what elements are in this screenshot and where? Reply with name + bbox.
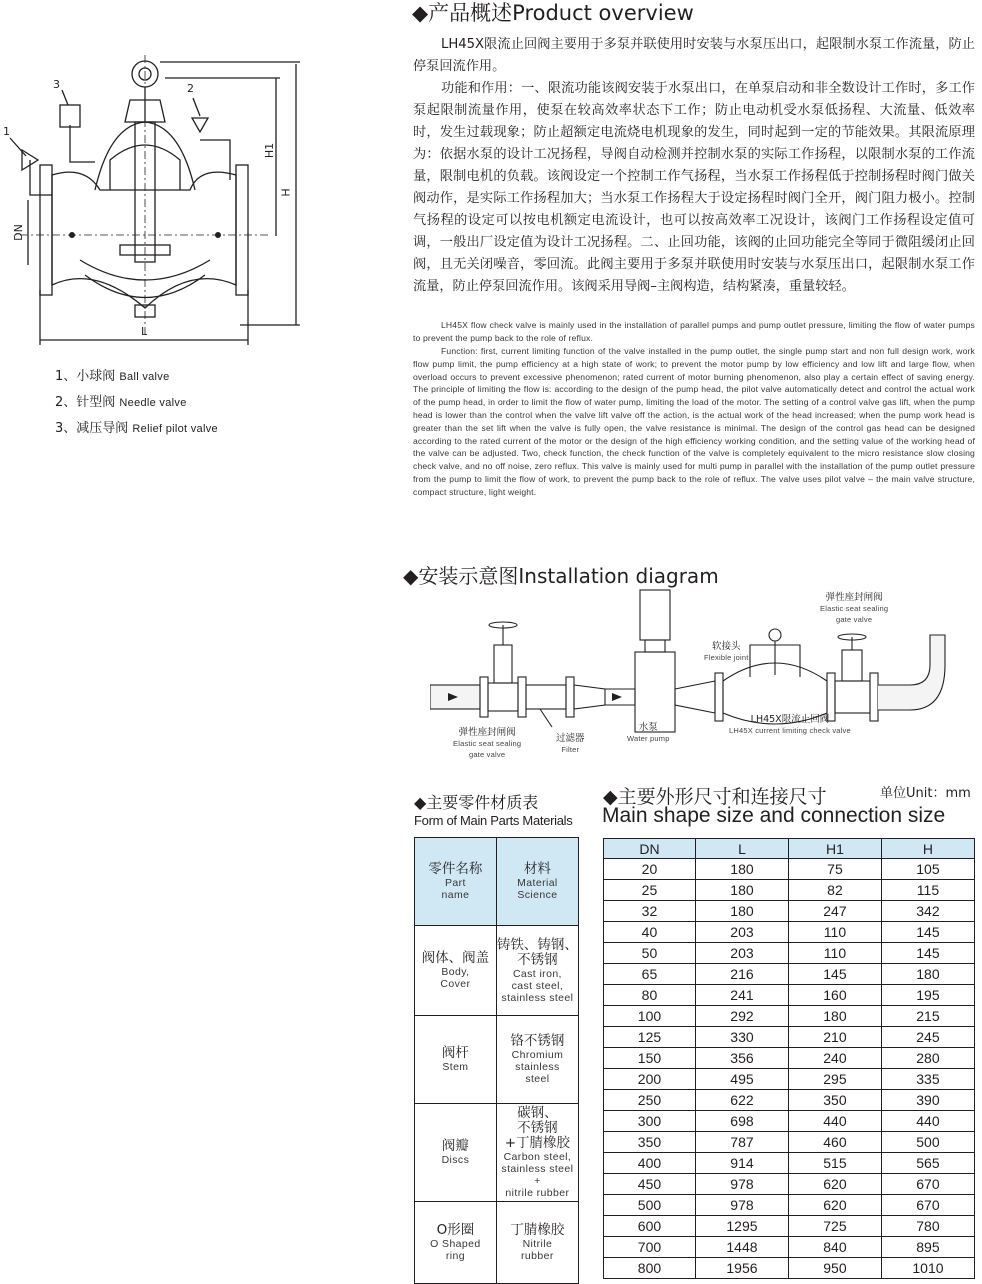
parts-legend: [55, 364, 218, 442]
table-cell: 450: [604, 1174, 696, 1195]
table-row: [604, 922, 975, 943]
installation-title: ◆安装示意图Installation diagram: [403, 564, 719, 588]
table-cell: 180: [695, 880, 788, 901]
part-cell: 阀瓣 Discs: [415, 1104, 497, 1202]
table-cell: 180: [788, 1006, 881, 1027]
dimensions-table: [603, 838, 975, 1279]
table-cell: 75: [788, 859, 881, 880]
col-header-h: H: [881, 839, 974, 859]
table-cell: 800: [604, 1258, 696, 1279]
table-cell: 150: [604, 1048, 696, 1069]
material-cell: 铬不锈钢 Chromium stainless steel: [496, 1016, 578, 1104]
table-cell: 110: [788, 922, 881, 943]
materials-header-material: 材料 Material Science: [496, 838, 578, 926]
table-cell: 700: [604, 1237, 696, 1258]
dimensions-header-row: [604, 839, 975, 859]
table-cell: 180: [695, 901, 788, 922]
overview-title: ◆产品概述Product overview: [412, 1, 694, 25]
table-cell: 356: [695, 1048, 788, 1069]
part-cell: 阀体、阀盖 Body, Cover: [415, 926, 497, 1016]
dimensions-unit: 单位Unit：mm: [880, 786, 971, 801]
table-cell: 330: [695, 1027, 788, 1048]
table-cell: 200: [604, 1069, 696, 1090]
table-cell: 400: [604, 1153, 696, 1174]
legend-item: 3、减压导阀 Relief pilot valve: [55, 421, 218, 436]
label-flexible-joint: 软接头 Flexible joint: [704, 641, 749, 662]
table-row: [604, 880, 975, 901]
table-row: [604, 1237, 975, 1258]
table-cell: 780: [881, 1216, 974, 1237]
dimensions-title: ◆主要外形尺寸和连接尺寸: [603, 786, 827, 808]
table-cell: 216: [695, 964, 788, 985]
materials-title: ◆主要零件材质表: [414, 793, 539, 812]
table-cell: 840: [788, 1237, 881, 1258]
table-cell: 600: [604, 1216, 696, 1237]
label-water-pump: 水泵 Water pump: [627, 722, 670, 743]
materials-subtitle: Form of Main Parts Materials: [414, 813, 573, 828]
callout-2: 2: [187, 82, 194, 95]
table-cell: 787: [695, 1132, 788, 1153]
material-cell: 丁腈橡胶 Nitrile rubber: [496, 1202, 578, 1284]
dim-h: H: [279, 188, 293, 197]
table-row: [604, 1132, 975, 1153]
table-cell: 210: [788, 1027, 881, 1048]
table-cell: 145: [881, 922, 974, 943]
table-cell: 500: [604, 1195, 696, 1216]
table-row: [604, 1090, 975, 1111]
table-row: [604, 1027, 975, 1048]
table-cell: 280: [881, 1048, 974, 1069]
table-cell: 300: [604, 1111, 696, 1132]
dim-h1: H1: [263, 142, 277, 159]
table-cell: 180: [695, 859, 788, 880]
label-gate-valve-left: 弹性座封闸阀 Elastic seat sealing gate valve: [453, 727, 522, 759]
table-cell: 670: [881, 1195, 974, 1216]
table-cell: 245: [881, 1027, 974, 1048]
table-cell: 240: [788, 1048, 881, 1069]
table-cell: 32: [604, 901, 696, 922]
materials-header-row: [415, 838, 579, 926]
table-row: [604, 1195, 975, 1216]
table-cell: 440: [881, 1111, 974, 1132]
table-cell: 292: [695, 1006, 788, 1027]
table-cell: 460: [788, 1132, 881, 1153]
valve-section-drawing: [0, 50, 320, 355]
table-row: [604, 901, 975, 922]
table-cell: 895: [881, 1237, 974, 1258]
table-cell: 978: [695, 1195, 788, 1216]
table-cell: 295: [788, 1069, 881, 1090]
table-cell: 725: [788, 1216, 881, 1237]
table-cell: 950: [788, 1258, 881, 1279]
callout-1: 1: [3, 125, 10, 138]
table-row: [604, 1216, 975, 1237]
table-row: [604, 943, 975, 964]
col-header-l: L: [695, 839, 788, 859]
table-cell: 698: [695, 1111, 788, 1132]
table-cell: 342: [881, 901, 974, 922]
label-filter: 过滤器 Filter: [556, 733, 585, 754]
dimensions-subtitle: Main shape size and connection size: [602, 804, 946, 827]
material-cell: 铸铁、铸钢、 不锈钢 Cast iron, cast steel, stainless steel: [496, 926, 578, 1016]
table-cell: 160: [788, 985, 881, 1006]
overview-zh-intro: LH45X限流止回阀主要用于多泵并联使用时安装与水泵压出口，起限制水泵工作流量，防止停泵回流作用。: [413, 37, 975, 74]
table-row: [415, 1016, 579, 1104]
table-row: [604, 1258, 975, 1279]
table-cell: 515: [788, 1153, 881, 1174]
overview-en-intro: LH45X flow check valve is mainly used in the installation of parallel pumps and pump outlet pressure, limiting the flow of water pumps to prevent the pump back to the role of reflux.: [413, 320, 975, 343]
materials-header-part: 零件名称 Part name: [415, 838, 497, 926]
table-cell: 65: [604, 964, 696, 985]
dim-l: L: [141, 325, 148, 338]
table-cell: 978: [695, 1174, 788, 1195]
table-cell: 1448: [695, 1237, 788, 1258]
overview-en-function: Function: first, current limiting function of the valve installed in the pump outlet, the single pump start and non full design work, work flow pump limit, the pump efficiency at a high state of work; to prevent the motor pump by low efficiency and low lift and large flow, when overload occurs to prevent excessive phenomenon; rated current of motor burning phenomenon, also play a certain effect of saving energy. The principle of limiting the flow is: according to the design of the pump head, the pilot valve automatically detect and control the actual work of the pump head, in order to limit the flow of water pump, limiting the load of the motor. The setting of a control valve gas lift, when the pump head is lower than the control when the valve lift valve off the action, is the actual work of the head increased; when the pump work head is greater than the set lift when the valve is fully open, the valve resistance is minimal. The design of the control gas head can be designed according to the rated current of the motor or the design of the high efficiency working condition, and the setting value of the working head of the valve can be adjusted. Two, check function, the check function of the valve is completely equivalent to the micro resistance slow closing check valve, and no off noise, zero reflux. This valve is mainly used for multi pump in parallel with the installation of the pump outlet pressure from the pump to limit the flow of work, to prevent the pump back to the role of reflux. The valve uses pilot valve – the main valve structure, compact structure, light weight.: [413, 346, 975, 497]
materials-table: [414, 837, 579, 1284]
label-check-valve: LH45X限流止回阀 LH45X current limiting check valve: [729, 714, 851, 735]
table-cell: 250: [604, 1090, 696, 1111]
table-cell: 350: [604, 1132, 696, 1153]
table-cell: 565: [881, 1153, 974, 1174]
table-cell: 215: [881, 1006, 974, 1027]
table-cell: 145: [788, 964, 881, 985]
part-cell: 阀杆 Stem: [415, 1016, 497, 1104]
table-row: [604, 1111, 975, 1132]
table-cell: 105: [881, 859, 974, 880]
table-cell: 1295: [695, 1216, 788, 1237]
table-cell: 20: [604, 859, 696, 880]
table-row: [604, 985, 975, 1006]
table-cell: 40: [604, 922, 696, 943]
table-cell: 100: [604, 1006, 696, 1027]
table-cell: 670: [881, 1174, 974, 1195]
table-row: [604, 1174, 975, 1195]
table-row: [604, 1048, 975, 1069]
table-cell: 390: [881, 1090, 974, 1111]
table-row: [604, 859, 975, 880]
table-row: [415, 926, 579, 1016]
table-cell: 247: [788, 901, 881, 922]
table-row: [415, 1202, 579, 1284]
table-cell: 350: [788, 1090, 881, 1111]
table-row: [604, 1153, 975, 1174]
label-gate-valve-right: 弹性座封闸阀 Elastic seat sealing gate valve: [820, 592, 889, 624]
legend-item: 1、小球阀 Ball valve: [55, 369, 170, 384]
dimensions-body: [604, 859, 975, 1279]
table-cell: 25: [604, 880, 696, 901]
table-cell: 110: [788, 943, 881, 964]
table-cell: 1956: [695, 1258, 788, 1279]
part-cell: O形圈 O Shaped ring: [415, 1202, 497, 1284]
table-cell: 80: [604, 985, 696, 1006]
table-row: [604, 964, 975, 985]
table-cell: 50: [604, 943, 696, 964]
col-header-dn: DN: [604, 839, 696, 859]
table-cell: 145: [881, 943, 974, 964]
table-row: [415, 1104, 579, 1202]
table-cell: 620: [788, 1195, 881, 1216]
table-row: [604, 1006, 975, 1027]
table-cell: 620: [788, 1174, 881, 1195]
table-cell: 500: [881, 1132, 974, 1153]
overview-zh-function: 功能和作用：一、限流功能该阀安装于水泵出口，在单泵启动和非全数设计工作时，多工作泵起限制流量作用，使泵在较高效率状态下工作；防止电动机受水泵低扬程、大流量、低效率时，发生过载现象；防止超额定电流烧电机现象的发生，同时起到一定的节能效果。其限流原理为：依据水泵的设计工况扬程，导阀自动检测并控制水泵的实际工作扬程，以限制水泵的工作流量，限制电机的负载。该阀设定一个控制工作气扬程，当水泵工作扬程低于控制扬程时阀门做关阀动作，是实际工作扬程加大；当水泵工作扬程大于设定扬程时阀门全开，阀门阻力极小。控制气扬程的设定可以按电机额定电流设计，也可以按高效率工况设计，该阀门工作扬程设定值可调，一般出厂设定值为设计工况扬程。二、止回功能，该阀的止回功能完全等同于微阻缓闭止回阀，且无关闭噪音，零回流。此阀主要用于多泵并联使用时安装与水泵压出口，起限制水泵工作流量，防止停泵回流作用。该阀采用导阀–主阀构造，结构紧凑，重量较轻。: [413, 81, 975, 294]
table-cell: 125: [604, 1027, 696, 1048]
table-cell: 241: [695, 985, 788, 1006]
table-cell: 203: [695, 943, 788, 964]
table-cell: 1010: [881, 1258, 974, 1279]
table-cell: 115: [881, 880, 974, 901]
dim-dn: DN: [11, 224, 25, 241]
col-header-h1: H1: [788, 839, 881, 859]
table-row: [604, 1069, 975, 1090]
table-cell: 622: [695, 1090, 788, 1111]
table-cell: 195: [881, 985, 974, 1006]
table-cell: 335: [881, 1069, 974, 1090]
material-cell: 碳钢、 不锈钢 +丁腈橡胶 Carbon steel, stainless steel + nitrile rubber: [496, 1104, 578, 1202]
table-cell: 914: [695, 1153, 788, 1174]
table-cell: 495: [695, 1069, 788, 1090]
table-cell: 82: [788, 880, 881, 901]
table-cell: 180: [881, 964, 974, 985]
legend-item: 2、针型阀 Needle valve: [55, 395, 187, 410]
table-cell: 440: [788, 1111, 881, 1132]
table-cell: 203: [695, 922, 788, 943]
callout-3: 3: [53, 78, 60, 91]
